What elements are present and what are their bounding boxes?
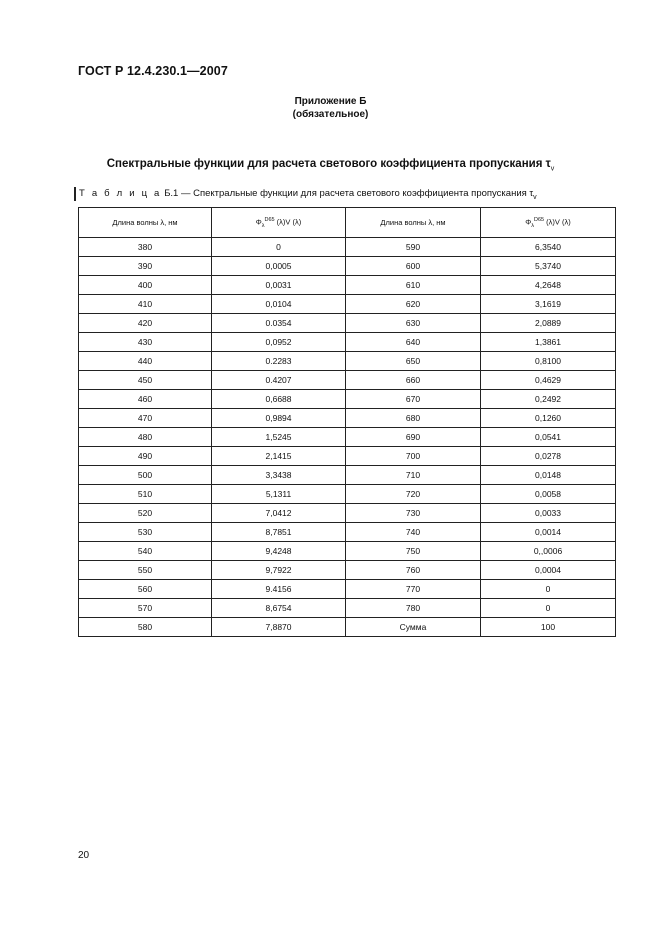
cell-value-right: 0,0278 <box>481 447 616 466</box>
cell-wavelength-right: Сумма <box>346 618 481 637</box>
table-row <box>79 618 616 637</box>
cell-value-left: 2,1415 <box>212 447 346 466</box>
phi-symbol: Φ <box>255 217 262 226</box>
header-wavelength-right: Длина волны λ, нм <box>346 208 481 238</box>
cell-value-right: 0,0014 <box>481 523 616 542</box>
cell-value-left: 0,0952 <box>212 333 346 352</box>
cell-wavelength-right: 670 <box>346 390 481 409</box>
table-body <box>79 238 616 637</box>
cell-value-right: 5,3740 <box>481 257 616 276</box>
phi-rest: (λ)V (λ) <box>546 217 571 226</box>
table-row <box>79 504 616 523</box>
cell-wavelength-left: 460 <box>79 390 212 409</box>
cell-value-right: 0,0541 <box>481 428 616 447</box>
cell-value-left: 0,0031 <box>212 276 346 295</box>
table-row <box>79 599 616 618</box>
cell-value-left: 9,4248 <box>212 542 346 561</box>
table-header-row <box>79 208 616 238</box>
cell-wavelength-left: 410 <box>79 295 212 314</box>
cell-value-left: 0.0354 <box>212 314 346 333</box>
cell-value-right: 0,0148 <box>481 466 616 485</box>
cell-wavelength-right: 760 <box>346 561 481 580</box>
cell-wavelength-left: 380 <box>79 238 212 257</box>
appendix-status: (обязательное) <box>292 109 369 120</box>
cell-wavelength-left: 440 <box>79 352 212 371</box>
cell-value-right: 3,1619 <box>481 295 616 314</box>
cell-wavelength-right: 710 <box>346 466 481 485</box>
table-row <box>79 333 616 352</box>
phi-subscript: λ <box>261 222 265 229</box>
header-wavelength-left: Длина волны λ, нм <box>79 208 212 238</box>
document-code: ГОСТ Р 12.4.230.1—2007 <box>78 64 228 78</box>
table-row <box>79 352 616 371</box>
cell-wavelength-left: 490 <box>79 447 212 466</box>
cell-wavelength-left: 390 <box>79 257 212 276</box>
cell-wavelength-right: 660 <box>346 371 481 390</box>
cell-value-left: 0,6688 <box>212 390 346 409</box>
cell-value-right: 0,0033 <box>481 504 616 523</box>
appendix-header <box>0 95 661 121</box>
table-row <box>79 466 616 485</box>
cell-wavelength-right: 590 <box>346 238 481 257</box>
table-row <box>79 257 616 276</box>
cell-wavelength-right: 770 <box>346 580 481 599</box>
section-heading-text: Спектральные функции для расчета светового коэффициента пропускания τ <box>106 158 551 170</box>
cell-wavelength-left: 570 <box>79 599 212 618</box>
cell-value-left: 0,0005 <box>212 257 346 276</box>
cell-wavelength-right: 730 <box>346 504 481 523</box>
cell-wavelength-left: 500 <box>79 466 212 485</box>
cell-value-left: 0,9894 <box>212 409 346 428</box>
phi-rest: (λ)V (λ) <box>276 217 302 226</box>
cell-value-right: 0,,0006 <box>481 542 616 561</box>
table-caption-label: Т а б л и ц а <box>79 188 162 199</box>
section-heading-subscript: v <box>550 165 555 173</box>
cell-value-left: 5,1311 <box>212 485 346 504</box>
cell-wavelength-left: 550 <box>79 561 212 580</box>
cell-wavelength-left: 530 <box>79 523 212 542</box>
phi-symbol: Φ <box>525 217 532 226</box>
cell-wavelength-right: 620 <box>346 295 481 314</box>
table-row <box>79 390 616 409</box>
cell-wavelength-left: 580 <box>79 618 212 637</box>
header-function-right <box>481 208 616 238</box>
section-heading <box>0 158 661 172</box>
cell-value-right: 0 <box>481 580 616 599</box>
cell-wavelength-right: 680 <box>346 409 481 428</box>
cell-wavelength-right: 630 <box>346 314 481 333</box>
cell-value-right: 0,8100 <box>481 352 616 371</box>
table-row <box>79 542 616 561</box>
cell-wavelength-left: 520 <box>79 504 212 523</box>
cell-value-right: 0,2492 <box>481 390 616 409</box>
cell-wavelength-right: 750 <box>346 542 481 561</box>
cell-wavelength-left: 560 <box>79 580 212 599</box>
cell-value-left: 7,8870 <box>212 618 346 637</box>
table-row <box>79 314 616 333</box>
table-caption-text: Б.1 — Спектральные функции для расчета светового коэффициента пропускания τ <box>164 188 534 199</box>
cell-value-left: 0,0104 <box>212 295 346 314</box>
cell-value-left: 0 <box>212 238 346 257</box>
cell-wavelength-right: 640 <box>346 333 481 352</box>
cell-value-left: 9,7922 <box>212 561 346 580</box>
phi-subscript: λ <box>531 222 534 229</box>
cell-wavelength-right: 720 <box>346 485 481 504</box>
table-row <box>79 561 616 580</box>
table-row <box>79 523 616 542</box>
cell-wavelength-left: 510 <box>79 485 212 504</box>
header-function-left <box>212 208 346 238</box>
cell-value-left: 1,5245 <box>212 428 346 447</box>
table-row <box>79 447 616 466</box>
caption-marker <box>74 187 76 201</box>
page-number: 20 <box>78 850 90 861</box>
cell-wavelength-left: 400 <box>79 276 212 295</box>
cell-value-left: 0.4207 <box>212 371 346 390</box>
cell-wavelength-left: 420 <box>79 314 212 333</box>
cell-value-left: 3,3438 <box>212 466 346 485</box>
cell-value-left: 8,7851 <box>212 523 346 542</box>
cell-wavelength-right: 600 <box>346 257 481 276</box>
table-row <box>79 295 616 314</box>
cell-wavelength-right: 740 <box>346 523 481 542</box>
table-row <box>79 409 616 428</box>
spectral-table <box>78 207 616 637</box>
cell-value-right: 0,4629 <box>481 371 616 390</box>
table-row <box>79 428 616 447</box>
cell-wavelength-left: 450 <box>79 371 212 390</box>
cell-wavelength-right: 700 <box>346 447 481 466</box>
cell-value-left: 9.4156 <box>212 580 346 599</box>
table-row <box>79 371 616 390</box>
cell-wavelength-right: 650 <box>346 352 481 371</box>
cell-value-right: 0,1260 <box>481 409 616 428</box>
cell-wavelength-left: 470 <box>79 409 212 428</box>
cell-wavelength-right: 690 <box>346 428 481 447</box>
table-row <box>79 276 616 295</box>
table-caption-subscript: v <box>533 193 537 201</box>
cell-wavelength-left: 430 <box>79 333 212 352</box>
table-row <box>79 238 616 257</box>
cell-value-right: 0 <box>481 599 616 618</box>
table-row <box>79 485 616 504</box>
cell-value-right: 100 <box>481 618 616 637</box>
appendix-title: Приложение Б <box>294 96 367 107</box>
cell-value-right: 0,0004 <box>481 561 616 580</box>
phi-superscript: D65 <box>533 216 545 223</box>
cell-wavelength-right: 780 <box>346 599 481 618</box>
cell-value-right: 1,3861 <box>481 333 616 352</box>
cell-wavelength-right: 610 <box>346 276 481 295</box>
cell-value-right: 0,0058 <box>481 485 616 504</box>
cell-value-right: 6,3540 <box>481 238 616 257</box>
cell-wavelength-left: 540 <box>79 542 212 561</box>
table-row <box>79 580 616 599</box>
cell-value-left: 8,6754 <box>212 599 346 618</box>
cell-value-right: 4,2648 <box>481 276 616 295</box>
table-caption <box>79 188 537 201</box>
cell-value-left: 7,0412 <box>212 504 346 523</box>
cell-value-right: 2,0889 <box>481 314 616 333</box>
phi-superscript: D65 <box>264 216 275 223</box>
cell-value-left: 0.2283 <box>212 352 346 371</box>
cell-wavelength-left: 480 <box>79 428 212 447</box>
